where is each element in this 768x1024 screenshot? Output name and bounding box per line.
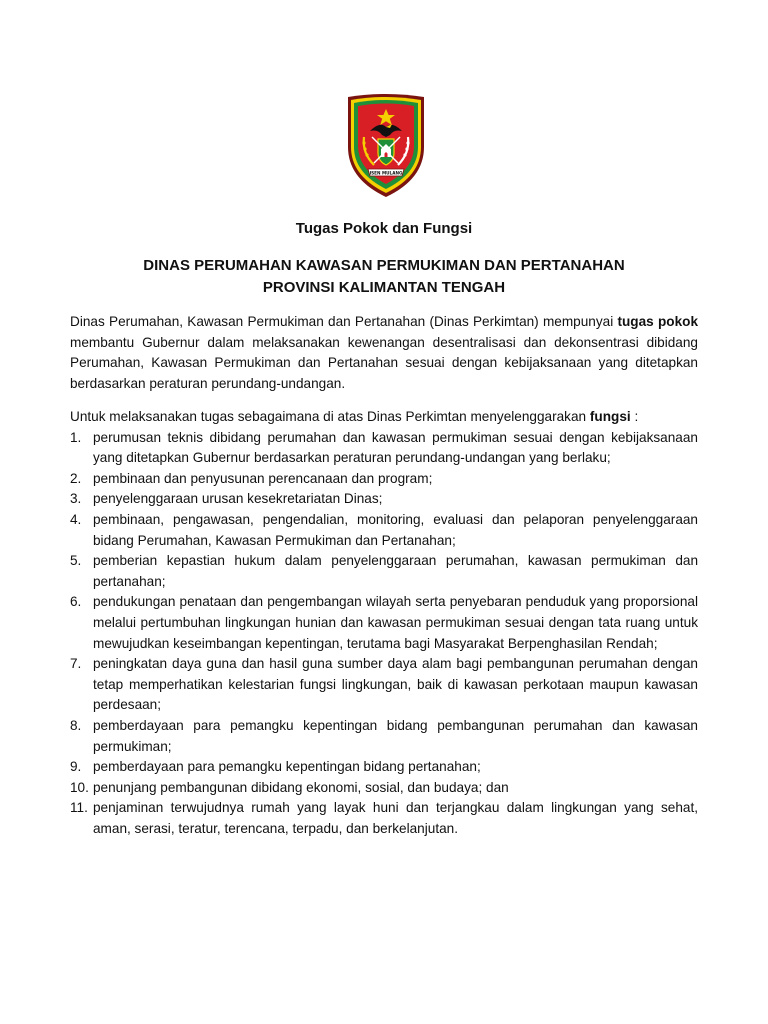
function-item-text: pemberdayaan para pemangku kepentingan bidang pertanahan;	[93, 759, 481, 775]
function-item-number: 11.	[70, 800, 88, 816]
function-item	[70, 592, 698, 654]
coat-of-arms-icon	[340, 91, 432, 199]
function-item	[70, 654, 698, 716]
function-item-number: 6.	[70, 594, 82, 610]
function-item-text: pembinaan, pengawasan, pengendalian, monitoring, evaluasi dan pelaporan penyelenggaraan bidang Perumahan, Kawasan Permukiman dan Pertanahan;	[93, 511, 698, 548]
function-item-number: 8.	[70, 717, 82, 733]
intro-text-start: Dinas Perumahan, Kawasan Permukiman dan Pertanahan (Dinas Perkimtan) mempunyai	[70, 314, 618, 329]
function-item	[70, 757, 698, 778]
provincial-emblem	[340, 91, 432, 199]
function-item-text: pemberdayaan para pemangku kepentingan bidang pembangunan perumahan dan kawasan permukiman;	[93, 717, 698, 754]
organization-name-line-1: DINAS PERUMAHAN KAWASAN PERMUKIMAN DAN PERTANAHAN	[143, 257, 625, 274]
function-item	[70, 469, 698, 490]
function-item-text: peningkatan daya guna dan hasil guna sumber daya alam bagi pembangunan perumahan dengan tetap memperhatikan kelestarian fungsi lingkungan, baik di kawasan perkotaan maupun kawasan perdesaan;	[93, 656, 698, 713]
intro-paragraph	[70, 312, 698, 394]
organization-name-line-2: PROVINSI KALIMANTAN TENGAH	[262, 279, 506, 296]
organization-name	[0, 255, 768, 299]
function-item-text: pembinaan dan penyusunan perencanaan dan program;	[93, 470, 433, 486]
intro-text-end: membantu Gubernur dalam melaksanakan kewenangan desentralisasi dan dekonsentrasi dibidang Perumahan, Kawasan Permukiman dan Pertanahan sesuai dengan kebijaksanaan yang ditetapkan berdasarkan peraturan perundang-undangan.	[70, 334, 698, 391]
function-item-number: 4.	[70, 511, 82, 527]
functions-lead-end: :	[630, 409, 639, 424]
function-item-text: pendukungan penataan dan pengembangan wilayah serta penyebaran penduduk yang proporsional melalui pertumbuhan lingkungan hunian dan kawasan permukiman sesuai dengan tata ruang untuk mewujudkan keseimbangan kepentingan, terutama bagi Masyarakat Berpenghasilan Rendah;	[93, 594, 698, 651]
functions-list	[70, 428, 698, 840]
function-item-number: 7.	[70, 656, 82, 672]
function-item-number: 9.	[70, 759, 82, 775]
function-item-text: penjaminan terwujudnya rumah yang layak huni dan terjangkau dalam lingkungan yang sehat, aman, serasi, teratur, terencana, terpadu, dan berkelanjutan.	[93, 800, 698, 836]
function-item-number: 10.	[70, 779, 89, 795]
function-item	[70, 798, 698, 839]
function-item-text: pemberian kepastian hukum dalam penyelenggaraan perumahan, kawasan permukiman dan pertanahan;	[93, 553, 698, 589]
function-item-text: penunjang pembangunan dibidang ekonomi, sosial, dan budaya; dan	[93, 779, 509, 795]
function-item	[70, 510, 698, 551]
document-title: Tugas Pokok dan Fungsi	[295, 220, 473, 237]
function-item-text: penyelenggaraan urusan kesekretariatan Dinas;	[93, 491, 383, 507]
function-item-text: perumusan teknis dibidang perumahan dan kawasan permukiman sesuai dengan kebijaksanaan yang ditetapkan Gubernur berdasarkan peraturan perundang-undangan yang berlaku;	[93, 429, 698, 466]
functions-lead	[70, 407, 698, 428]
function-item	[70, 428, 698, 469]
functions-lead-start: Untuk melaksanakan tugas sebagaimana di atas Dinas Perkimtan menyelenggarakan	[70, 409, 590, 424]
function-item	[70, 489, 698, 510]
function-item	[70, 778, 698, 799]
function-item-number: 3.	[70, 491, 82, 507]
function-item-number: 2.	[70, 470, 82, 486]
functions-bold-term: fungsi	[589, 409, 631, 424]
function-item	[70, 716, 698, 757]
emblem-motto: ISEN MULANG	[369, 170, 403, 176]
function-item-number: 5.	[70, 553, 82, 569]
function-item	[70, 551, 698, 592]
intro-bold-term: tugas pokok	[617, 314, 698, 329]
functions-section	[70, 407, 698, 839]
function-item-number: 1.	[70, 429, 82, 445]
